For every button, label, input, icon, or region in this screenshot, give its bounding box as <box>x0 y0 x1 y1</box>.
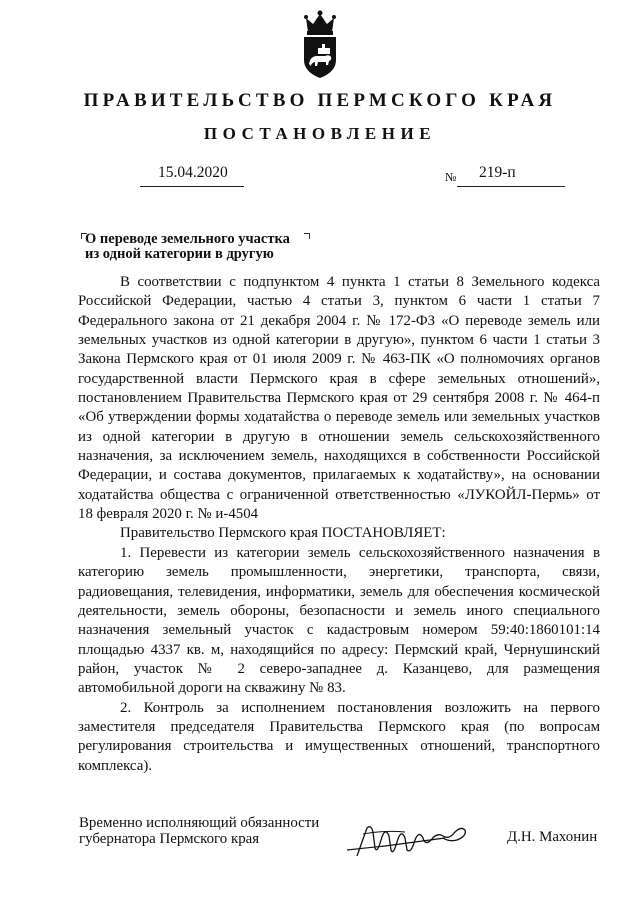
perm-krai-coat-of-arms-icon <box>298 10 342 80</box>
government-title: ПРАВИТЕЛЬСТВО ПЕРМСКОГО КРАЯ <box>83 90 557 111</box>
document-type: ПОСТАНОВЛЕНИЕ <box>203 124 437 143</box>
signer-position <box>79 815 349 847</box>
number-sign: № <box>445 170 457 184</box>
document-number: 219-п <box>479 164 516 181</box>
subject-line-2: из одной категории в другую <box>85 246 274 262</box>
signer-position-line-2: губернатора Пермского края <box>79 831 260 847</box>
subject-line-1: О переводе земельного участка <box>85 231 290 247</box>
handwritten-signature <box>345 818 470 862</box>
number-field <box>457 164 565 187</box>
signer-position-line-1: Временно исполняющий обязанности <box>79 815 320 831</box>
decree-paragraph: Правительство Пермского края ПОСТАНОВЛЯЕТ: <box>120 525 446 542</box>
preamble-paragraph: В соответствии с подпунктом 4 пункта 1 статьи 8 Земельного кодекса Российской Федерации, частью 4 статьи 3, пунктом 6 части 1 статьи 7 Федерального закона от 21 декабря 2004 г. № 172-ФЗ «О переводе земель или земельных участков из одной категории в другую», пунктом 6 части 1 статьи 3 Закона Пермского края от 01 июля 2009 г. № 463-ПК «О полномочиях органов государственной власти Пермского края в сфере земельных отношений», постановлением Правительства Пермского края от 29 сентября 2008 г. № 464-п «Об утверждении формы ходатайства о переводе земель или земельных участков из одной категории в другую в отношении земель сельскохозяйственного назначения, за исключением земель, находящихся в собственности Российской Федерации, и состава документов, прилагаемых к ходатайству», на основании ходатайства общества с ограниченной ответственностью «ЛУКОЙЛ-Пермь» от 18 февраля 2020 г. № и-4504 <box>78 274 600 523</box>
item-1-paragraph: 1. Перевести из категории земель сельскохозяйственного назначения в категорию земель промышленности, энергетики, транспорта, связи, радиовещания, телевидения, информатики, земель для обеспечения космической деятельности, земель обороны, безопасности и земель иного специального назначения земельный участок с кадастровым номером 59:40:1860101:14 площадью 4337 кв. м, находящийся по адресу: Пермский край, Чернушинский район, участок № 2 северо-западнее д. Казанцево, для размещения автомобильной дороги на скважину № 83. <box>78 544 600 697</box>
document-date: 15.04.2020 <box>158 164 228 181</box>
signer-name: Д.Н. Махонин <box>507 829 598 845</box>
date-field <box>140 164 244 187</box>
document-body <box>78 273 600 776</box>
document-subject <box>85 232 325 262</box>
item-2-paragraph: 2. Контроль за исполнением постановления возложить на первого заместителя председателя Правительства Пермского края (по вопросам регулирования строительства и имущественных отношений, транспортного комплекса). <box>78 699 600 774</box>
